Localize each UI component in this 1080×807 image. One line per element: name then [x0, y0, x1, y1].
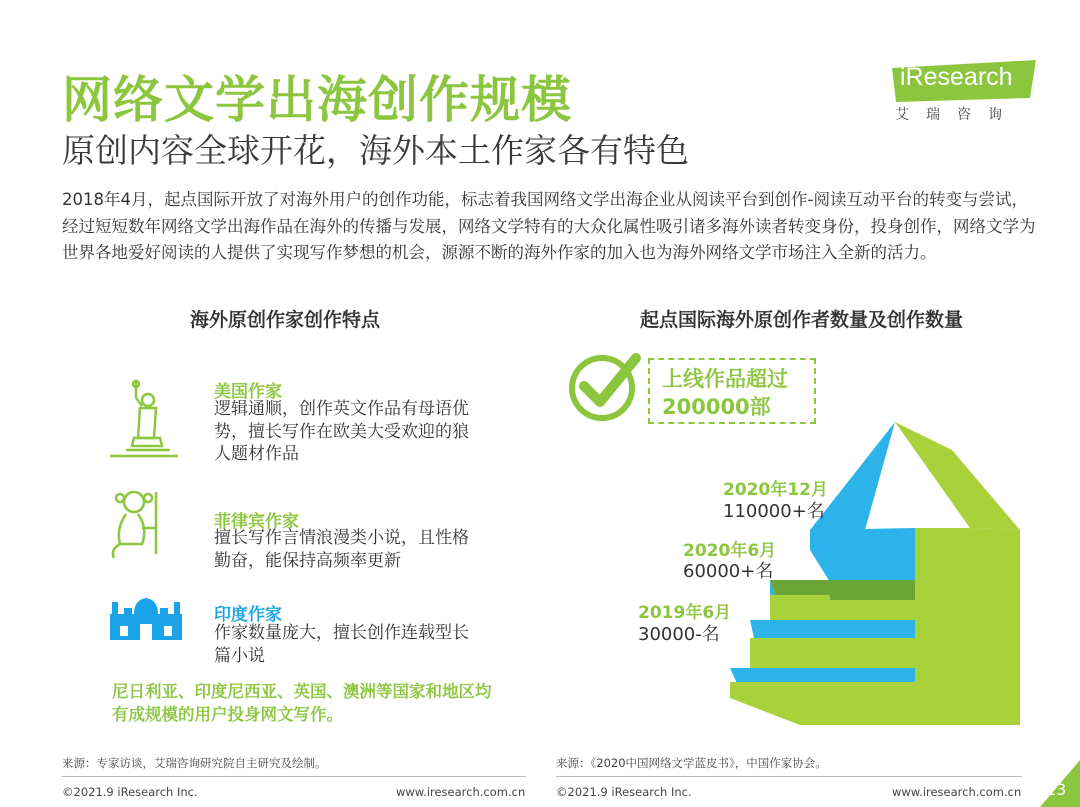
- monkey-icon: [108, 488, 166, 560]
- intro-paragraph: 2018年4月，起点国际开放了对海外用户的创作功能，标志着我国网络文学出海企业从阅读平台到创作-阅读互动平台的转变与尝试，经过短短数年网络文学出海作品在海外的传播与发展，网络文学特有的大众化属性吸引诸多海外读者转变身份，投身创作，网络文学为世界各地爱好阅读的人提供了实现写作梦想的机会，源源不断的海外作家的加入也为海外网络文学市场注入全新的活力。: [62, 190, 1036, 262]
- copyright-left: ©2021.9 iResearch Inc.: [62, 785, 198, 799]
- statue-of-liberty-icon: [108, 378, 180, 460]
- writer-name-india: 印度作家: [214, 605, 282, 625]
- logo-subtext: 艾瑞咨询: [895, 107, 1019, 123]
- right-section-title: 起点国际海外原创作者数量及创作数量: [640, 309, 964, 331]
- footer-divider-left: [62, 776, 526, 777]
- works-badge-line1: 上线作品超过: [662, 367, 788, 391]
- source-note-left: 来源：专家访谈，艾瑞咨询研究院自主研究及绘制。: [62, 756, 327, 770]
- writer-desc-philippines: 擅长写作言情浪漫类小说，且性格勤奋，能保持高频率更新: [214, 528, 469, 571]
- taj-mahal-icon: [108, 596, 184, 640]
- milestone-date-2019-06: 2019年6月: [638, 603, 732, 623]
- page-number: 13: [1046, 780, 1067, 799]
- footer-divider-right: [556, 776, 1022, 777]
- writer-name-philippines: 菲律宾作家: [214, 512, 299, 532]
- website-url-right: www.iresearch.com.cn: [892, 785, 1022, 799]
- writer-desc-us: 逻辑通顺，创作英文作品有母语优势，擅长写作在欧美大受欢迎的狼人题材作品: [214, 399, 469, 464]
- milestone-date-2020-12: 2020年12月: [723, 480, 828, 500]
- website-url-left: www.iresearch.com.cn: [396, 785, 526, 799]
- page-title: 网络文学出海创作规模: [62, 71, 572, 129]
- other-countries-note: 尼日利亚、印度尼西亚、英国、澳洲等国家和地区均有成规模的用户投身网文写作。: [112, 682, 492, 724]
- copyright-right: ©2021.9 iResearch Inc.: [556, 785, 692, 799]
- logo-text: iResearch: [900, 63, 1013, 91]
- writer-name-us: 美国作家: [214, 382, 282, 402]
- works-badge-line2: 200000部: [662, 395, 771, 419]
- left-section-title: 海外原创作家创作特点: [190, 309, 381, 331]
- milestone-count-2020-12: 110000+名: [723, 501, 825, 522]
- page-subtitle: 原创内容全球开花，海外本土作家各有特色: [62, 131, 689, 170]
- checkmark-circle-icon: [568, 350, 642, 424]
- source-note-right: 来源：《2020中国网络文学蓝皮书》，中国作家协会。: [556, 756, 827, 770]
- writer-desc-india: 作家数量庞大，擅长创作连载型长篇小说: [214, 623, 469, 666]
- milestone-count-2020-06: 60000+名: [683, 561, 774, 582]
- milestone-count-2019-06: 30000-名: [638, 624, 720, 645]
- milestone-date-2020-06: 2020年6月: [683, 541, 777, 561]
- growth-staircase-arrow: [730, 420, 1030, 725]
